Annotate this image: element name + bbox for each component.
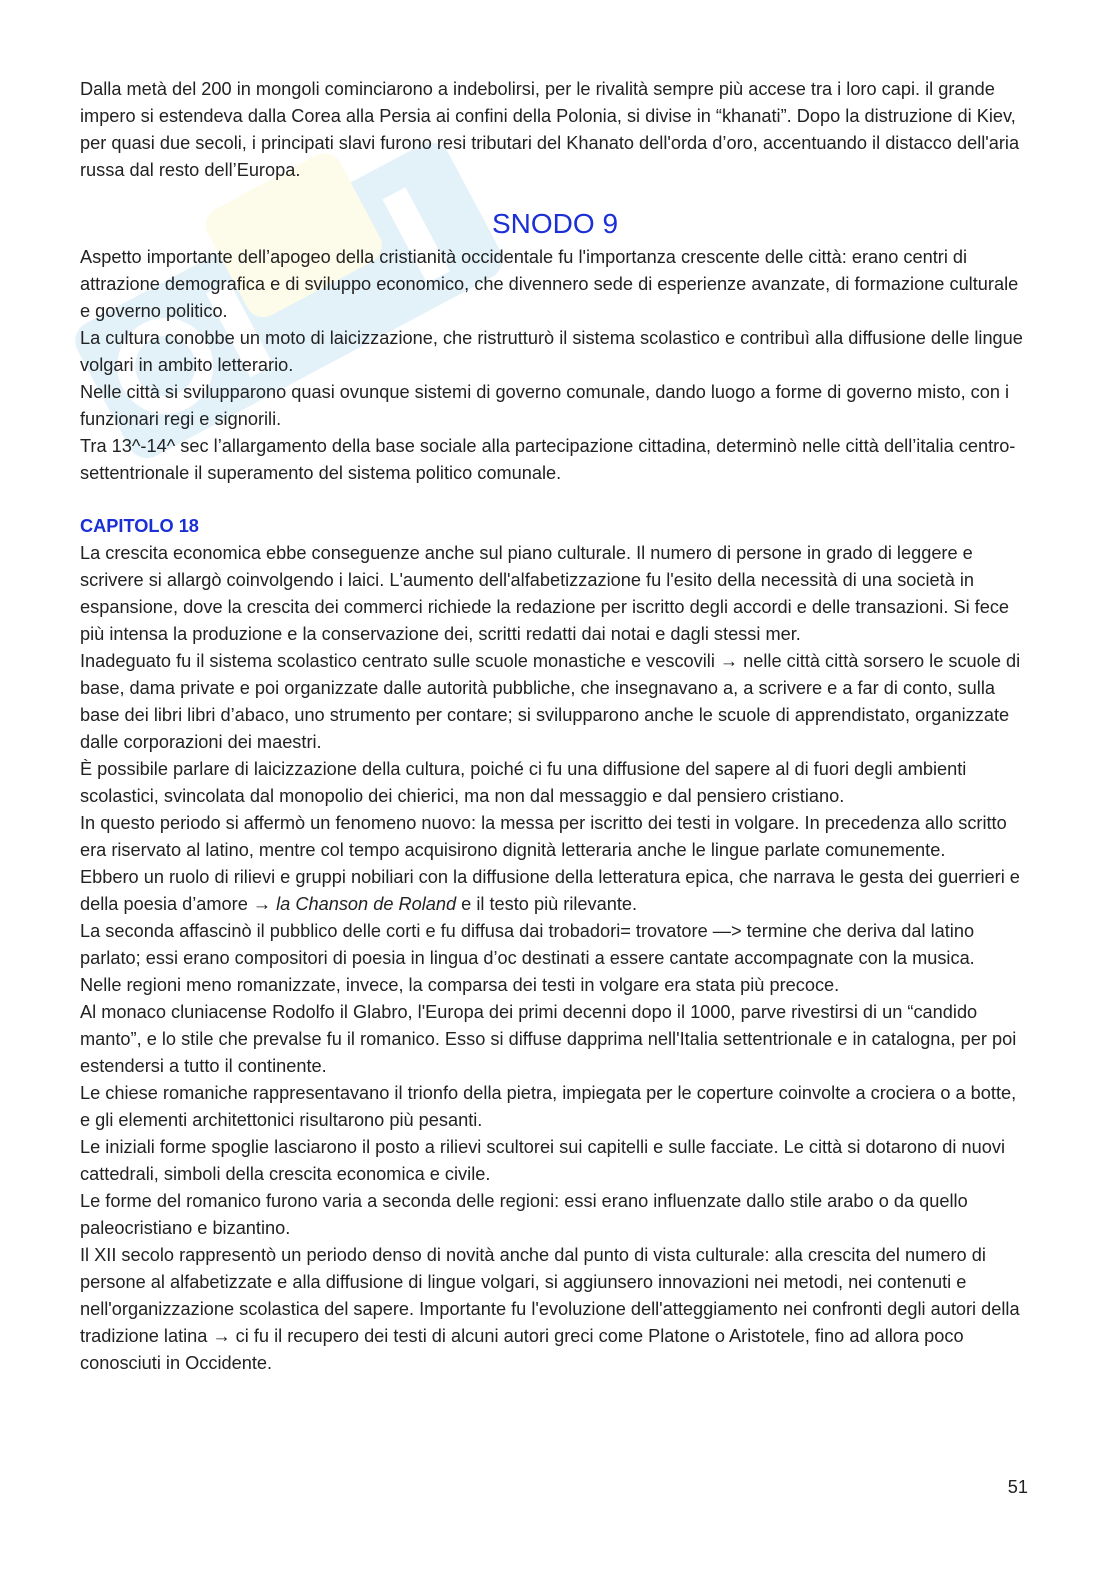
chapter-paragraph: Nelle regioni meno romanizzate, invece, la comparsa dei testi in volgare era stata più precoce.: [80, 975, 840, 995]
chapter-paragraph: In questo periodo si affermò un fenomeno nuovo: la messa per iscritto dei testi in volgare. In precedenza allo scritto era riservato al latino, mentre col tempo acquisirono dignità letteraria anche le lingue parlate comunemente.: [80, 813, 1007, 860]
page-number: 51: [1007, 1477, 1028, 1497]
section-paragraph: Tra 13^-14^ sec l’allargamento della base sociale alla partecipazione cittadina, determinò nelle città dell’italia centro-settentrionale il superamento del sistema politico comunale.: [80, 436, 1016, 483]
section-paragraph: La cultura conobbe un moto di laicizzazione, che ristrutturò il sistema scolastico e contribuì alla diffusione delle lingue volgari in ambito letterario.: [80, 328, 1023, 375]
roland-text-before: Ebbero un ruolo di rilievi e gruppi nobiliari con la diffusione della letteratura epica, che narrava le gesta dei guerrieri e della poesia d’amore →: [80, 867, 1020, 914]
chapter-paragraph: Il XII secolo rappresentò un periodo denso di novità anche dal punto di vista culturale: alla crescita del numero di persone al alfabetizzate e alla diffusione di lingue volgari, si aggiunsero innovazioni nei metodi, nei contenuti e nell'organizzazione scolastica del sapere. Importante fu l'evoluzione dell'atteggiamento nei confronti degli autori della tradizione latina → ci fu il recupero dei testi di alcuni autori greci come Platone o Aristotele, fino ad allora poco conosciuti in Occidente.: [80, 1245, 1020, 1373]
roland-title-italic: la Chanson de Roland: [276, 894, 457, 914]
roland-text-after: e il testo più rilevante.: [456, 894, 638, 914]
chapter-paragraph: La seconda affascinò il pubblico delle corti e fu diffusa dai trobadori= trovatore —> termine che deriva dal latino parlato; essi erano compositori di poesia in lingua d’oc destinati a essere cantate accompagnate con la musica.: [80, 921, 975, 968]
chapter-paragraph: Inadeguato fu il sistema scolastico centrato sulle scuole monastiche e vescovili → nelle città città sorsero le scuole di base, dama private e poi organizzate dalle autorità pubbliche, che insegnavano a, a scrivere e a far di conto, sulla base dei libri libri d’abaco, uno strumento per contare; si svilupparono anche le scuole di apprendistato, organizzate dalle corporazioni dei maestri.: [80, 651, 1021, 752]
section-paragraph: Aspetto importante dell’apogeo della cristianità occidentale fu l'importanza crescente delle città: erano centri di attrazione demografica e di sviluppo economico, che divennero sede di esperienze avanzate, di formazione culturale e governo politico.: [80, 247, 1019, 321]
chapter-paragraph: È possibile parlare di laicizzazione della cultura, poiché ci fu una diffusione del sapere al di fuori degli ambienti scolastici, svincolata dal monopolio dei chierici, ma non dal messaggio e dal pensiero cristiano.: [80, 759, 967, 806]
section-paragraph: Nelle città si svilupparono quasi ovunque sistemi di governo comunale, dando luogo a forme di governo misto, con i funzionari regi e signorili.: [80, 382, 1010, 429]
section-title: SNODO 9: [491, 208, 619, 239]
chapter-paragraph: Le forme del romanico furono varia a seconda delle regioni: essi erano influenzate dallo stile arabo o da quello paleocristiano e bizantino.: [80, 1191, 968, 1238]
chapter-paragraph: Al monaco cluniacense Rodolfo il Glabro, l'Europa dei primi decenni dopo il 1000, parve rivestirsi di un “candido manto”, e lo stile che prevalse fu il romanico. Esso si diffuse dapprima nell'Italia settentrionale e in catalogna, per poi estendersi a tutto il continente.: [80, 1002, 1017, 1076]
chapter-paragraph: Le chiese romaniche rappresentavano il trionfo della pietra, impiegata per le coperture coinvolte a crociera o a botte, e gli elementi architettonici risultarono più pesanti.: [80, 1083, 1017, 1130]
chapter-paragraph: Le iniziali forme spoglie lasciarono il posto a rilievi scultorei sui capitelli e sulle facciate. Le città si dotarono di nuovi cattedrali, simboli della crescita economica e civile.: [80, 1137, 1005, 1184]
document-page: [80, 76, 1030, 1377]
roland-paragraph: [80, 864, 1030, 918]
intro-paragraph: Dalla metà del 200 in mongoli cominciarono a indebolirsi, per le rivalità sempre più accese tra i loro capi. il grande impero si estendeva dalla Corea alla Persia ai confini della Polonia, si divise in “khanati”. Dopo la distruzione di Kiev, per quasi due secoli, i principati slavi furono resi tributari del Khanato dell'orda d’oro, accentuando il distacco dell'aria russa dal resto dell’Europa.: [80, 79, 1020, 180]
chapter-title: CAPITOLO 18: [80, 516, 199, 536]
chapter-paragraph: La crescita economica ebbe conseguenze anche sul piano culturale. Il numero di persone in grado di leggere e scrivere si allargò coinvolgendo i laici. L'aumento dell'alfabetizzazione fu l'esito della necessità di una società in espansione, dove la crescita dei commerci richiede la redazione per iscritto degli accordi e delle transazioni. Si fece più intensa la produzione e la conservazione dei, scritti redatti dai notai e dagli stessi mer.: [80, 543, 1010, 644]
